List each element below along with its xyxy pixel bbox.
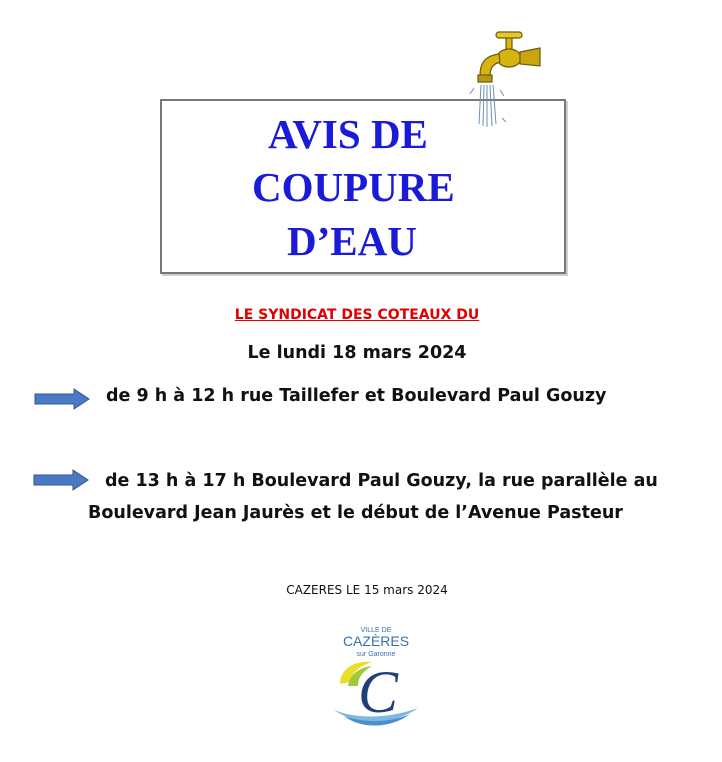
syndicat-heading: LE SYNDICAT DES COTEAUX DU — [234, 307, 480, 323]
logo-letter: C — [357, 659, 399, 725]
arrow-right-icon — [34, 388, 90, 410]
slot-afternoon-line-1: de 13 h à 17 h Boulevard Paul Gouzy, la rue parallèle au — [105, 471, 658, 491]
slot-afternoon-line-2: Boulevard Jean Jaurès et le début de l’Avenue Pasteur — [88, 503, 623, 523]
logo-name: CAZÈRES — [342, 633, 410, 649]
cazeres-logo — [326, 620, 424, 730]
logo-ville-de: VILLE DE — [360, 627, 392, 634]
title-line-1: AVIS DE — [268, 111, 428, 157]
arrow-right-icon — [33, 469, 89, 491]
logo-sur: sur Garonne — [356, 651, 396, 658]
footer-date: CAZERES LE 15 mars 2024 — [286, 583, 448, 597]
title-line-2: COUPURE — [252, 164, 455, 210]
date-line: Le lundi 18 mars 2024 — [247, 343, 467, 363]
faucet-icon — [466, 28, 546, 138]
slot-morning: de 9 h à 12 h rue Taillefer et Boulevard Paul Gouzy — [106, 386, 607, 406]
title-line-3: D’EAU — [287, 218, 417, 264]
